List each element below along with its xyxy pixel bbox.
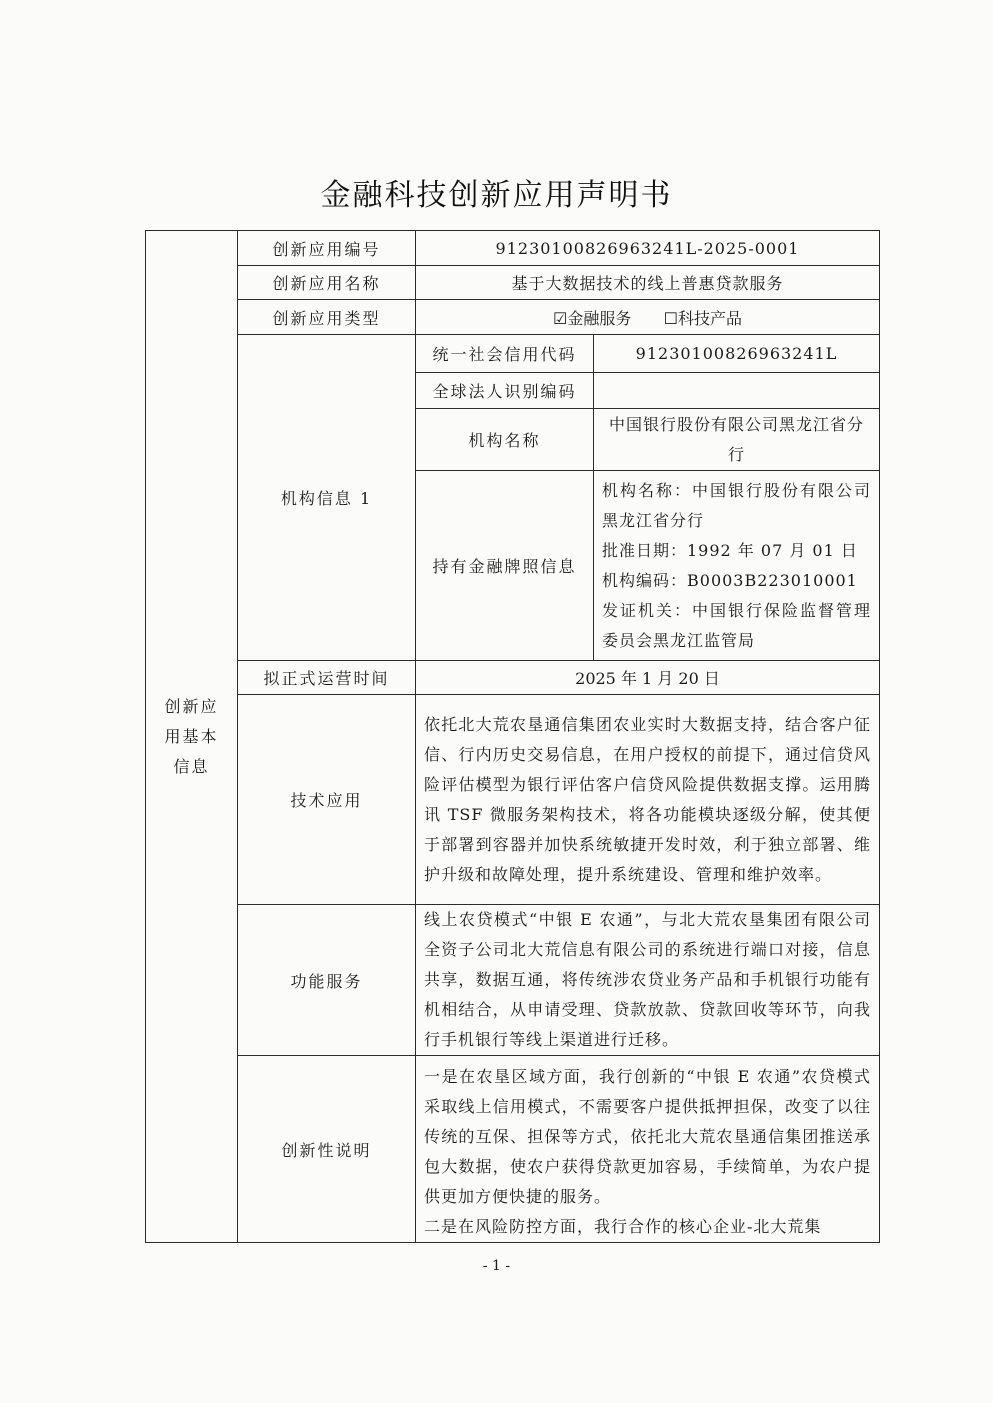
app-type-label: 创新应用类型	[238, 300, 416, 335]
license-line: 机构名称：中国银行股份有限公司黑龙江省分行	[602, 480, 871, 530]
institution-name-label: 机构名称	[416, 409, 594, 471]
tech-label: 技术应用	[238, 695, 416, 905]
innovation-label: 创新性说明	[238, 1056, 416, 1243]
license-label: 持有金融牌照信息	[416, 471, 594, 661]
launch-date-value: 2025 年 1 月 20 日	[416, 661, 880, 695]
app-number-label: 创新应用编号	[238, 231, 416, 266]
tech-product-checkbox-icon: ☐	[663, 308, 678, 328]
license-line: 发证机关：中国银行保险监督管理委员会黑龙江监管局	[602, 600, 871, 650]
innovation-paragraph: 一是在农垦区域方面，我行创新的“中银 E 农通”农贷模式采取线上信用模式，不需要客户提供抵押担保，改变了以往传统的互保、担保等方式，依托北大荒农垦通信集团推送承包大数据，使农户获得贷款更加容易，手续简单，为农户提供更加方便快捷的服务。	[424, 1067, 871, 1206]
function-label: 功能服务	[238, 905, 416, 1056]
license-line: 机构编码：B0003B223010001	[602, 570, 858, 590]
institution-name-value: 中国银行股份有限公司黑龙江省分行	[594, 409, 880, 471]
section-label: 创新应用基本信息	[164, 696, 219, 776]
finance-service-checkbox-icon: ☑	[553, 308, 568, 328]
function-text: 线上农贷模式“中银 E 农通”，与北大荒农垦集团有限公司全资子公司北大荒信息有限公司的系统进行端口对接，信息共享，数据互通，将传统涉农贷业务产品和手机银行功能有机相结合，从申请受理、贷款放款、贷款回收等环节，向我行手机银行等线上渠道进行迁移。	[416, 905, 880, 1056]
institution-label: 机构信息 1	[238, 335, 416, 661]
finance-service-option: 金融服务	[567, 308, 632, 328]
section-label-cell	[146, 231, 238, 1243]
lei-label: 全球法人识别编码	[416, 373, 594, 409]
page-number: - 1 -	[482, 1258, 511, 1274]
innovation-text	[416, 1056, 880, 1243]
launch-date-label: 拟正式运营时间	[238, 661, 416, 695]
tech-product-option: 科技产品	[677, 308, 742, 328]
app-name-value: 基于大数据技术的线上普惠贷款服务	[416, 266, 880, 300]
document-title: 金融科技创新应用声明书	[320, 178, 673, 213]
credit-code-value: 91230100826963241L	[594, 335, 880, 373]
app-type-options	[416, 300, 880, 335]
app-number-value: 91230100826963241L-2025-0001	[416, 231, 880, 266]
license-info	[594, 471, 880, 661]
credit-code-label: 统一社会信用代码	[416, 335, 594, 373]
license-line: 批准日期：1992 年 07 月 01 日	[602, 540, 858, 560]
app-name-label: 创新应用名称	[238, 266, 416, 300]
innovation-paragraph: 二是在风险防控方面，我行合作的核心企业-北大荒集	[424, 1217, 822, 1236]
declaration-form-table	[145, 230, 880, 1243]
lei-value	[594, 373, 880, 409]
tech-text: 依托北大荒农垦通信集团农业实时大数据支持，结合客户征信、行内历史交易信息，在用户授权的前提下，通过信贷风险评估模型为银行评估客户信贷风险提供数据支撑。运用腾讯 TSF 微服务架构技术，将各功能模块逐级分解，使其便于部署到容器并加快系统敏捷开发时效，利于独立部署、维护升级和故障处理，提升系统建设、管理和维护效率。	[416, 695, 880, 905]
